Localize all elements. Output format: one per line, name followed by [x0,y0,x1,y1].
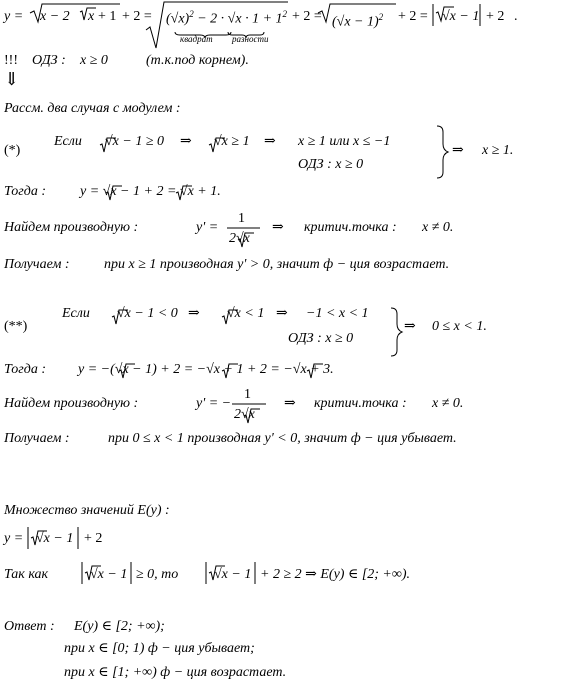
case-1-res: x ≥ 1 или x ≤ −1 [298,134,391,149]
deriv-2-num: 1 [244,387,251,402]
then-2-label: Тогда : [4,362,46,377]
case-1-imp2: ⇒ [264,134,276,149]
deriv-2-lhs: y' = − [196,396,232,411]
odz-reason: (т.к.под корнем). [146,53,249,68]
deriv-2-crit: критич.точка : [314,396,407,411]
answer-row-1: E(y) ∈ [2; +∞); [74,619,165,634]
deriv-2-cond: x ≠ 0. [432,396,464,411]
since-abs2: √x − 1 [214,567,252,582]
odz-label: ОДЗ : [32,53,66,68]
line-1-rad3: $(√x - 1)^2$ [332,12,384,30]
line-1-rad1-x: x [88,9,95,24]
case-1-ineq1: √x − 1 ≥ 0 [105,134,165,149]
case-1-imp1: ⇒ [180,134,192,149]
since-c: + 2 ≥ 2 ⇒ E(y) ∈ [2; +∞). [260,567,411,582]
case-2-res: −1 < x < 1 [306,306,369,321]
then-2-eq: y = −(√x − 1) + 2 = −√x + 1 + 2 = −√x + 3. [78,362,334,377]
line-1-rad1: x − 2 [40,9,70,24]
deriv-1-imp: ⇒ [272,220,284,235]
case-2-odz: ОДЗ : x ≥ 0 [288,331,354,346]
deriv-1-den: 2√x [229,231,250,246]
deriv-2-den: 2√x [234,407,255,422]
then-1-eq: y = √x − 1 + 2 = √x + 1. [80,184,221,199]
line-1-plus2a: + 2 = [122,9,152,24]
line-1-lhs: y = [4,9,24,24]
range-y-abs: √x − 1 [36,531,74,546]
brace-2 [391,308,402,356]
answer-row-2: при x ∈ [0; 1) ф − ция убывает; [64,641,255,656]
deriv-1-crit: критич.точка : [304,220,397,235]
then-1-label: Тогда : [4,184,46,199]
case-2-ineq2: √x < 1 [227,306,265,321]
case-1-ineq2: √x ≥ 1 [214,134,250,149]
bang: !!! [4,53,18,68]
line-1-dot: . [514,9,518,24]
deriv-1-num: 1 [238,211,245,226]
case-1-mark: (*) [4,143,21,158]
result-1-text: при x ≥ 1 производная y' > 0, значит ф − ция возрастает. [104,257,450,272]
line-1-big-inner: $(√x)^2 - 2 \cdot √x \cdot 1 + 1^2$ [166,9,288,27]
line-1-abs: √x − 1 [442,9,480,24]
line-1-plus2c: + 2 = [398,9,428,24]
case-2-imp2: ⇒ [276,306,288,321]
range-y-lhs: y = [4,531,24,546]
since-b: ≥ 0, то [136,567,179,582]
deriv-1-cond: x ≠ 0. [422,220,454,235]
line-1-plus2b: + 2 = [292,9,322,24]
since-a: Так как [4,567,49,582]
deriv-1-label: Найдем производную : [4,220,139,235]
case-2-imp3: ⇒ [404,319,416,334]
case-1-esli: Если [54,134,82,149]
line-1-plus1: + 1 [98,9,117,24]
case-2-mark: (**) [4,319,28,334]
case-1-imp3: ⇒ [452,143,464,158]
result-2-label: Получаем : [4,431,70,446]
range-heading: Множество значений E(y) : [4,503,170,518]
since-abs1: √x − 1 [90,567,128,582]
deriv-1-lhs: y' = [196,220,219,235]
result-1-label: Получаем : [4,257,70,272]
case-2-imp1: ⇒ [188,306,200,321]
case-1-final: x ≥ 1. [482,143,514,158]
cases-heading: Рассм. два случая с модулем : [4,101,181,116]
odz-cond: x ≥ 0 [80,53,108,68]
down-arrow-icon: ⇓ [4,69,20,89]
note-raznosti: разности [232,34,269,44]
note-kvadrat: квадрат [180,34,213,44]
deriv-2-imp: ⇒ [284,396,296,411]
deriv-2-label: Найдем производную : [4,396,139,411]
line-1-plus2d: + 2 [486,9,505,24]
range-y-rhs: + 2 [84,531,103,546]
brace-1 [437,126,448,178]
case-2-esli: Если [62,306,90,321]
case-2-final: 0 ≤ x < 1. [432,319,487,334]
result-2-text: при 0 ≤ x < 1 производная y' < 0, значит ф − ция убывает. [108,431,457,446]
answer-row-3: при x ∈ [1; +∞) ф − ция возрастает. [64,665,287,680]
case-1-odz: ОДЗ : x ≥ 0 [298,157,364,172]
case-2-ineq1: √x − 1 < 0 [117,306,178,321]
answer-label: Ответ : [4,619,55,634]
